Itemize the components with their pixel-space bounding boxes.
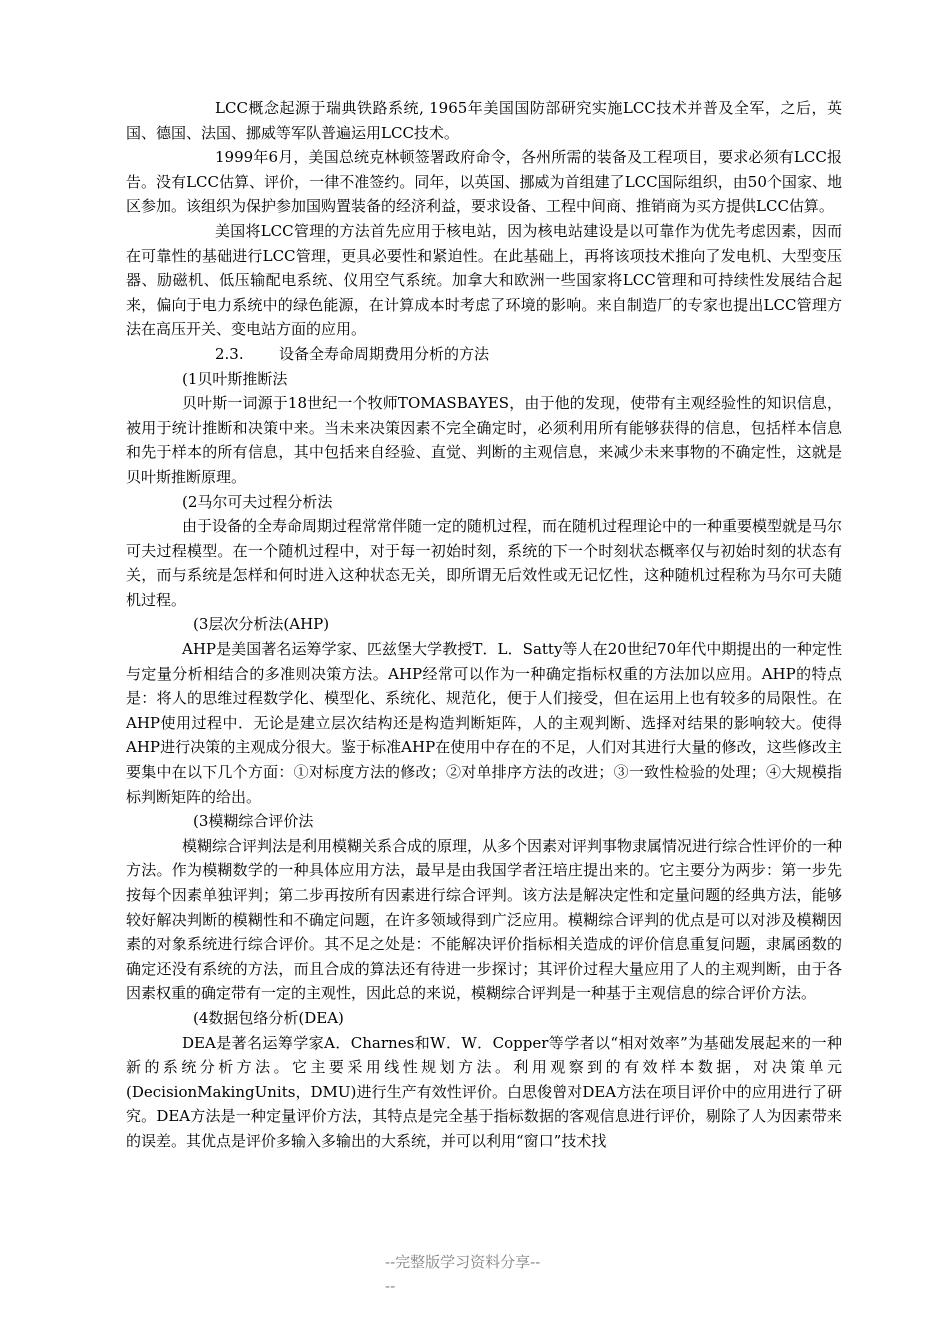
method-heading: (3层次分析法(AHP)	[193, 615, 330, 634]
paragraph-lcc-1999: 1999年6月，美国总统克林顿签署政府命令，各州所需的装备及工程项目，要求必须有LCC报告。没有LCC估算、评价，一律不准签约。同年，以英国、挪威为首组建了LCC国际组织，由50个国家、地区参加。该组织为保护参加国购置装备的经济利益，要求设备、工程中间商、推销商为买方提供LCC估算。	[126, 148, 842, 216]
paragraph-lcc-origin: LCC概念起源于瑞典铁路系统, 1965年美国国防部研究实施LCC技术并普及全军，之后，英国、德国、法国、挪威等军队普遍运用LCC技术。	[126, 99, 842, 142]
paragraph-lcc-nuclear: 美国将LCC管理的方法首先应用于核电站，因为核电站建设是以可靠作为优先考虑因素，因而在可靠性的基础进行LCC管理，更具必要性和紧迫性。在此基础上，再将该项技术推向了发电机、大型变压器、励磁机、低压输配电系统、仪用空气系统。加拿大和欧洲一些国家将LCC管理和可持续性发展结合起来，偏向于电力系统中的绿色能源，在计算成本时考虑了环境的影响。来自制造厂的专家也提出LCC管理方法在高压开关、变电站方面的应用。	[126, 221, 842, 339]
section-title: 设备全寿命周期费用分析的方法	[279, 344, 490, 363]
section-number: 2.3.	[215, 344, 244, 363]
method-heading: (4数据包络分析(DEA)	[193, 1008, 344, 1027]
method-heading: (2马尔可夫过程分析法	[182, 492, 333, 511]
method-body: 贝叶斯一词源于18世纪一个牧师TOMASBAYES，由于他的发现，使带有主观经验性的知识信息，被用于统计推断和决策中来。当未来决策因素不完全确定时，必须利用所有能够获得的信息，包括样本信息和先于样本的所有信息，其中包括来自经验、直觉、判断的主观信息，来减少未来事物的不确定性，这就是贝叶斯推断原理。	[126, 394, 842, 486]
method-heading: (1贝叶斯推断法	[182, 369, 288, 388]
method-heading: (3模糊综合评价法	[193, 812, 314, 831]
method-body: 模糊综合评判法是利用模糊关系合成的原理，从多个因素对评判事物隶属情况进行综合性评价的一种方法。作为模糊数学的一种具体应用方法，最早是由我国学者汪培庄提出来的。它主要分为两步：第一步先按每个因素单独评判；第二步再按所有因素进行综合评判。该方法是解决定性和定量问题的经典方法，能够较好解决判断的模糊性和不确定问题，在许多领域得到广泛应用。模糊综合评判的优点是可以对涉及模糊因素的对象系统进行综合评价。其不足之处是：不能解决评价指标相关造成的评价信息重复问题，隶属函数的确定还没有系统的方法，而且合成的算法还有待进一步探讨；其评价过程大量应用了人的主观判断，由于各因素权重的确定带有一定的主观性，因此总的来说，模糊综合评判是一种基于主观信息的综合评价方法。	[126, 836, 843, 1003]
document-body	[126, 96, 842, 1154]
section-heading	[126, 342, 842, 367]
method-body: DEA是著名运筹学家A．Charnes和W．W．Copper等学者以“相对效率”为基础发展起来的一种新的系统分析方法。它主要采用线性规划方法。利用观察到的有效样本数据，对决策单元(DecisionMakingUnits，DMU)进行生产有效性评价。白思俊曾对DEA方法在项目评价中的应用进行了研究。DEA方法是一种定量评价方法，其特点是完全基于指标数据的客观信息进行评价，剔除了人为因素带来的误差。其优点是评价多输入多输出的大系统，并可以利用“窗口”技术找	[126, 1033, 842, 1150]
method-body: 由于设备的全寿命周期过程常常伴随一定的随机过程，而在随机过程理论中的一种重要模型就是马尔可夫过程模型。在一个随机过程中，对于每一初始时刻，系统的下一个时刻状态概率仅与初始时刻的状态有关，而与系统是怎样和何时进入这种状态无关，即所谓无后效性或无记忆性，这种随机过程称为马尔可夫随机过程。	[126, 517, 843, 609]
page-footer: --完整版学习资料分享----	[385, 1253, 541, 1295]
method-body: AHP是美国著名运筹学家、匹兹堡大学教授T．L．Satty等人在20世纪70年代中期提出的一种定性与定量分析相结合的多准则决策方法。AHP经常可以作为一种确定指标权重的方法加以应用。AHP的特点是：将人的思维过程数学化、模型化、系统化、规范化，便于人们接受，但在运用上也有较多的局限性。在AHP使用过程中．无论是建立层次结构还是构造判断矩阵，人的主观判断、选择对结果的影响较大。使得AHP进行决策的主观成分很大。鉴于标准AHP在使用中存在的不足，人们对其进行大量的修改，这些修改主要集中在以下几个方面：①对标度方法的修改；②对单排序方法的改进；③一致性检验的处理；④大规模指标判断矩阵的给出。	[126, 640, 842, 806]
